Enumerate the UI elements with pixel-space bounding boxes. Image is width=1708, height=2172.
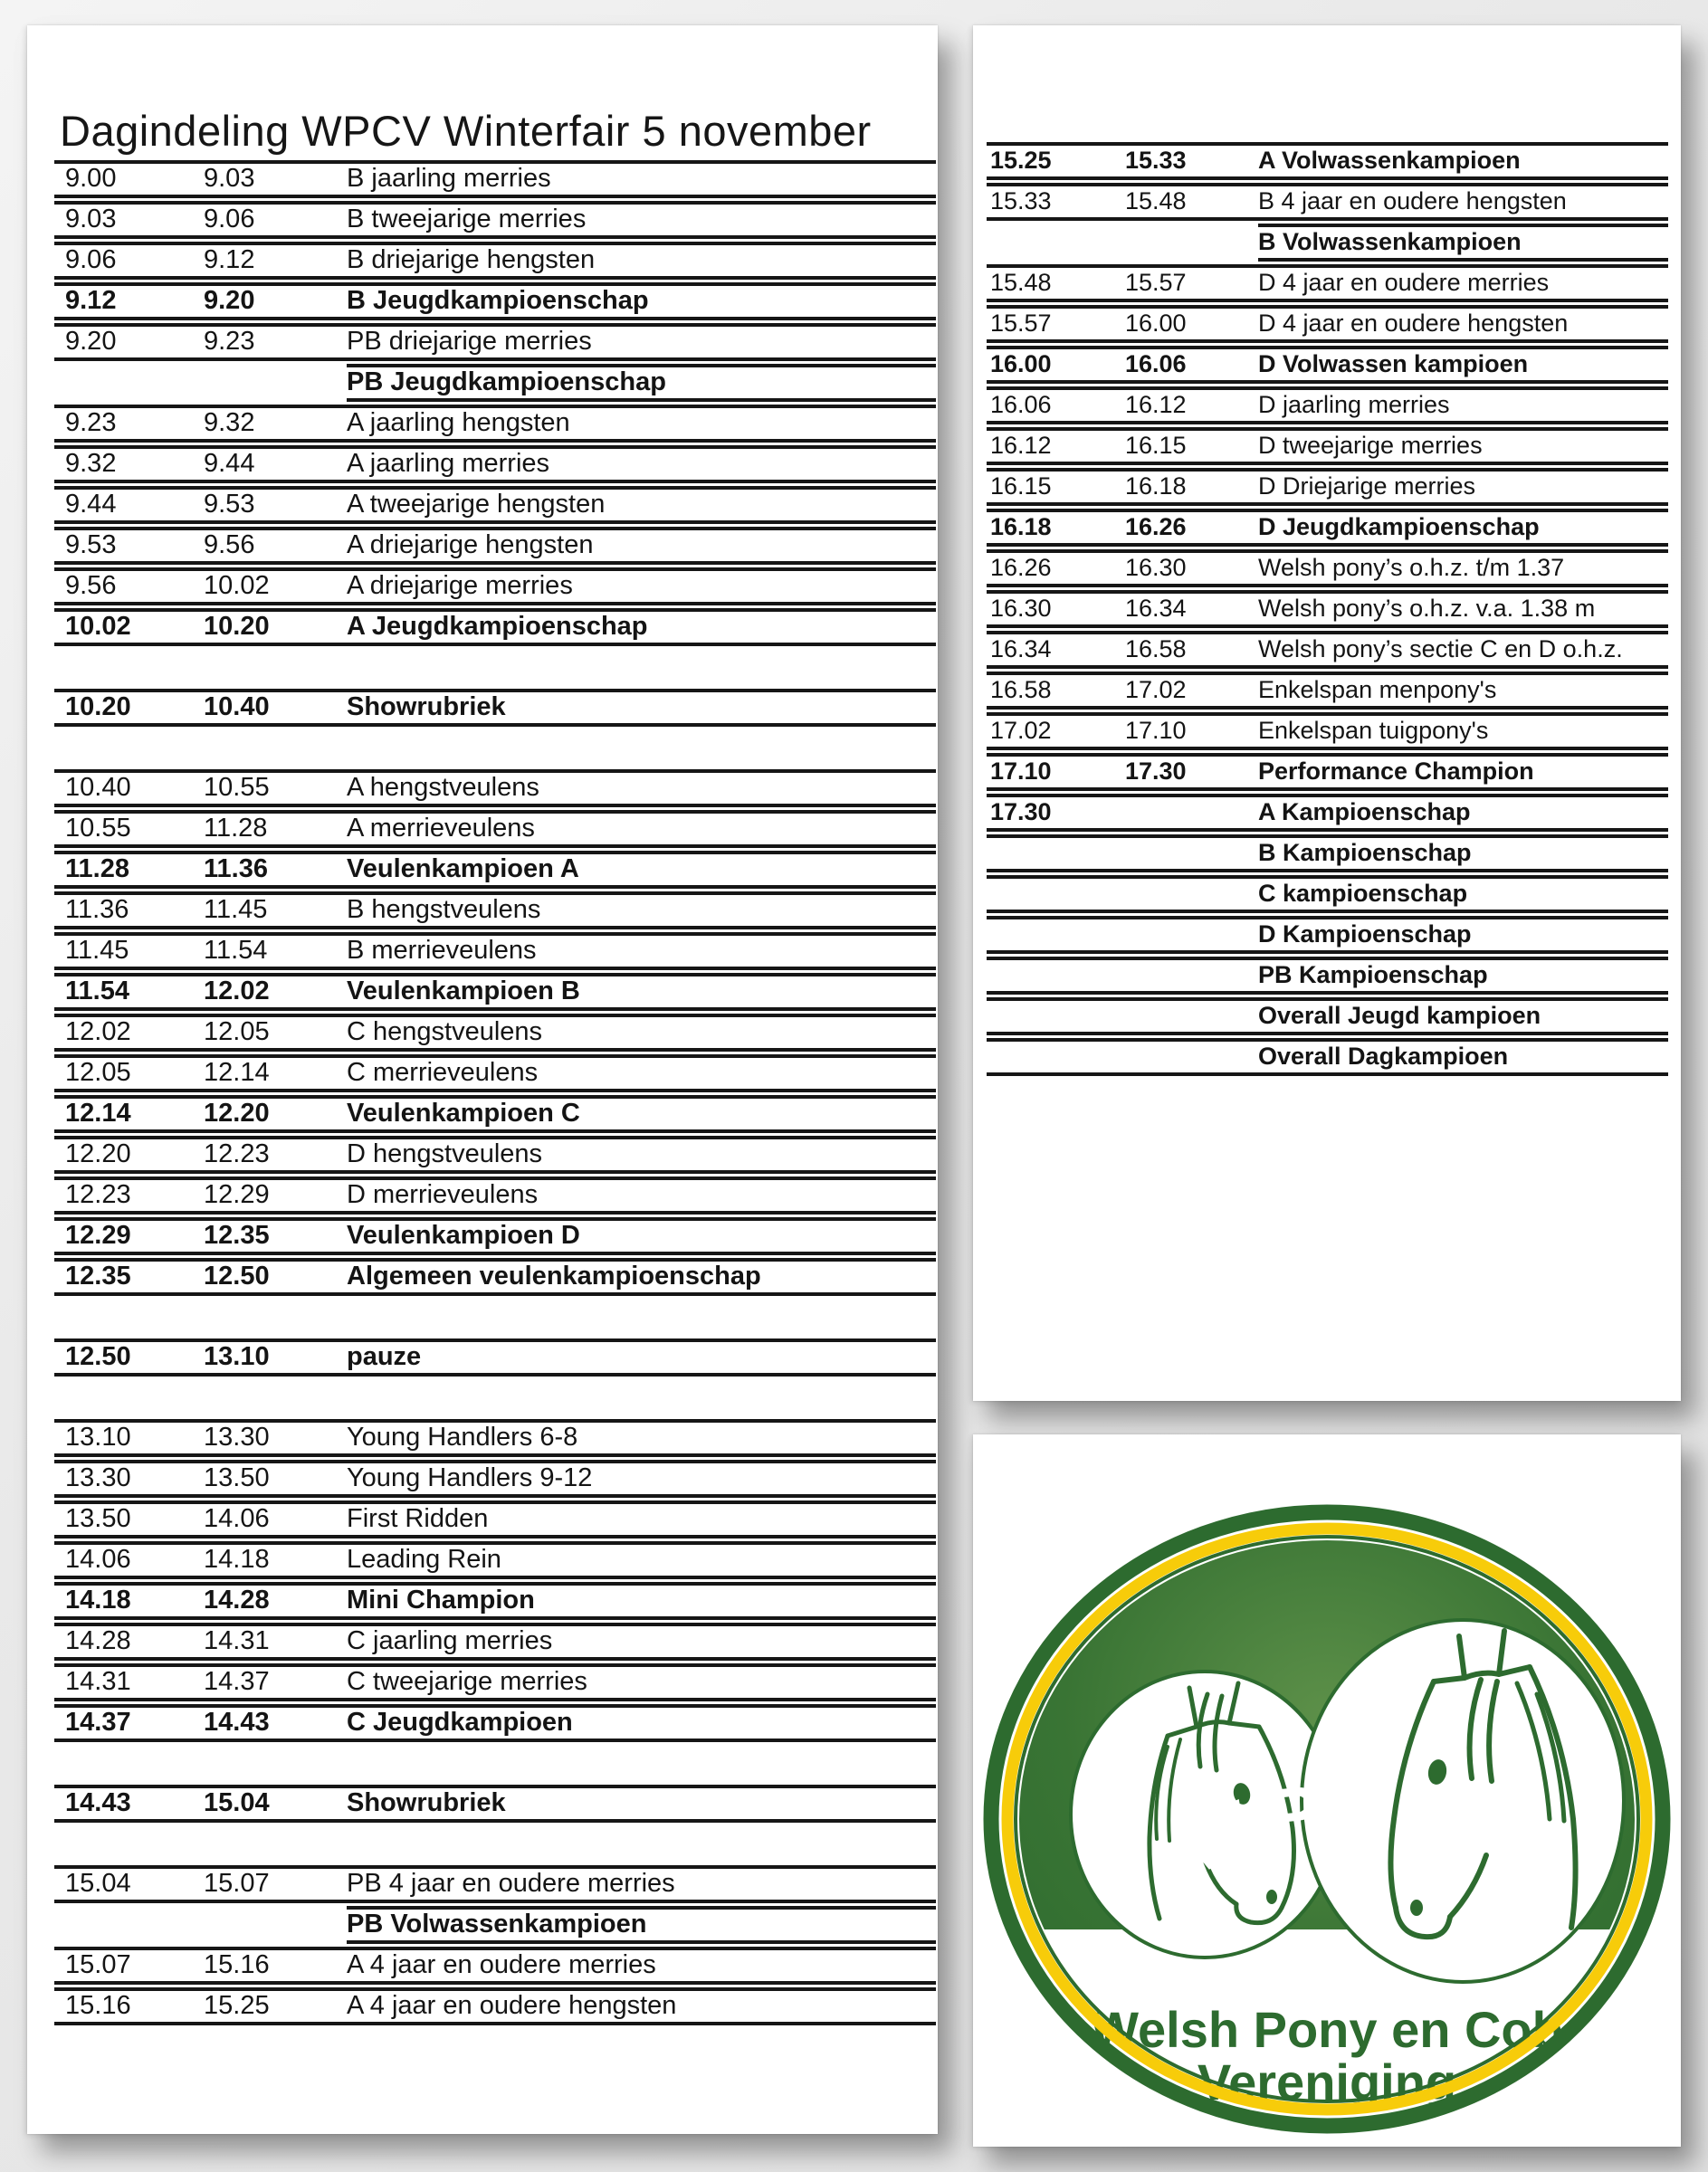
event-label: D 4 jaar en oudere hengsten	[1258, 305, 1668, 343]
time-start	[54, 1906, 204, 1944]
time-start: 13.30	[54, 1460, 204, 1498]
event-label: Overall Dagkampioen	[1258, 1038, 1668, 1076]
right-page	[973, 25, 1681, 1401]
time-start: 14.31	[54, 1663, 204, 1701]
table-row	[987, 672, 1668, 710]
time-start: 9.20	[54, 323, 204, 361]
time-start: 11.36	[54, 891, 204, 929]
time-start: 15.33	[987, 183, 1122, 221]
time-end: 10.20	[204, 608, 347, 646]
time-start: 14.28	[54, 1623, 204, 1661]
wpcv-club-logo	[974, 1502, 1680, 2136]
event-label: A jaarling merries	[347, 445, 936, 483]
event-label: B driejarige hengsten	[347, 242, 936, 280]
table-row	[54, 932, 936, 970]
table-row	[54, 810, 936, 848]
time-end: 12.35	[204, 1217, 347, 1255]
time-end: 15.25	[204, 1987, 347, 2025]
event-label: Enkelspan menpony's	[1258, 672, 1668, 710]
time-end: 9.56	[204, 527, 347, 565]
time-start: 10.55	[54, 810, 204, 848]
table-row	[54, 1258, 936, 1296]
time-start: 15.04	[54, 1865, 204, 1903]
event-label: B tweejarige merries	[347, 201, 936, 239]
time-start: 12.23	[54, 1176, 204, 1215]
table-row	[54, 486, 936, 524]
event-label: D Driejarige merries	[1258, 468, 1668, 506]
time-end: 14.37	[204, 1663, 347, 1701]
table-row	[54, 851, 936, 889]
time-end: 12.29	[204, 1176, 347, 1215]
table-section-gap	[54, 1825, 936, 1865]
table-row	[987, 468, 1668, 506]
event-label: D Jeugdkampioenschap	[1258, 509, 1668, 547]
logo-name-line2: Vereniging	[1197, 2053, 1457, 2110]
event-label: B merrieveulens	[347, 932, 936, 970]
event-label: D jaarling merries	[1258, 386, 1668, 424]
time-end: 9.44	[204, 445, 347, 483]
event-label: A 4 jaar en oudere merries	[347, 1947, 936, 1985]
event-label: A driejarige hengsten	[347, 527, 936, 565]
event-label: Performance Champion	[1258, 753, 1668, 791]
time-end	[1122, 997, 1258, 1035]
table-row	[54, 891, 936, 929]
table-row	[54, 1704, 936, 1742]
time-start: 12.05	[54, 1054, 204, 1092]
event-label: D Volwassen kampioen	[1258, 346, 1668, 384]
event-label: PB Jeugdkampioenschap	[347, 364, 936, 402]
time-end: 9.32	[204, 405, 347, 443]
table-row	[54, 1785, 936, 1823]
event-label: A 4 jaar en oudere hengsten	[347, 1987, 936, 2025]
event-label: Veulenkampioen A	[347, 851, 936, 889]
time-end	[1122, 794, 1258, 832]
time-start: 16.34	[987, 631, 1122, 669]
event-label: PB Volwassenkampioen	[347, 1906, 936, 1944]
table-row	[54, 1176, 936, 1215]
event-label: D 4 jaar en oudere merries	[1258, 264, 1668, 302]
time-start: 14.18	[54, 1582, 204, 1620]
time-end: 9.20	[204, 282, 347, 320]
time-start: 15.48	[987, 264, 1122, 302]
time-start: 17.30	[987, 794, 1122, 832]
time-start: 16.18	[987, 509, 1122, 547]
time-end: 15.48	[1122, 183, 1258, 221]
table-row	[54, 405, 936, 443]
table-row	[54, 1947, 936, 1985]
time-start: 11.28	[54, 851, 204, 889]
time-start: 15.25	[987, 142, 1122, 180]
time-end: 10.40	[204, 689, 347, 727]
table-row	[987, 1038, 1668, 1076]
time-start: 12.50	[54, 1338, 204, 1377]
schedule-title: Dagindeling WPCV Winterfair 5 november	[60, 107, 872, 155]
event-label: Enkelspan tuigpony's	[1258, 712, 1668, 750]
table-row	[54, 769, 936, 807]
event-label: Young Handlers 6-8	[347, 1419, 936, 1457]
table-row	[54, 1865, 936, 1903]
time-end: 15.33	[1122, 142, 1258, 180]
time-end: 15.57	[1122, 264, 1258, 302]
time-end: 11.28	[204, 810, 347, 848]
time-end: 12.05	[204, 1014, 347, 1052]
event-label: A driejarige merries	[347, 567, 936, 605]
time-start	[987, 997, 1122, 1035]
time-start	[987, 875, 1122, 913]
time-start: 15.16	[54, 1987, 204, 2025]
table-row	[54, 527, 936, 565]
event-label: Overall Jeugd kampioen	[1258, 997, 1668, 1035]
table-section-gap	[54, 649, 936, 689]
time-start: 14.43	[54, 1785, 204, 1823]
time-end: 12.23	[204, 1136, 347, 1174]
time-end: 13.50	[204, 1460, 347, 1498]
time-start: 17.10	[987, 753, 1122, 791]
time-start: 16.12	[987, 427, 1122, 465]
time-end: 15.16	[204, 1947, 347, 1985]
event-label: B 4 jaar en oudere hengsten	[1258, 183, 1668, 221]
event-label: Algemeen veulenkampioenschap	[347, 1258, 936, 1296]
table-row	[987, 997, 1668, 1035]
time-start	[987, 1038, 1122, 1076]
time-start: 10.40	[54, 769, 204, 807]
event-label: Mini Champion	[347, 1582, 936, 1620]
table-section-gap	[54, 1379, 936, 1419]
time-end	[204, 364, 347, 402]
time-start: 15.07	[54, 1947, 204, 1985]
time-end: 16.15	[1122, 427, 1258, 465]
time-start: 16.30	[987, 590, 1122, 628]
table-row	[54, 242, 936, 280]
event-label: First Ridden	[347, 1500, 936, 1538]
time-start: 9.53	[54, 527, 204, 565]
event-label: A hengstveulens	[347, 769, 936, 807]
table-row	[987, 834, 1668, 872]
time-end	[1122, 916, 1258, 954]
event-label: B Volwassenkampioen	[1258, 224, 1668, 262]
event-label: Welsh pony’s sectie C en D o.h.z.	[1258, 631, 1668, 669]
table-row	[54, 445, 936, 483]
time-end: 11.45	[204, 891, 347, 929]
time-end: 11.54	[204, 932, 347, 970]
table-row	[987, 875, 1668, 913]
table-row	[54, 1663, 936, 1701]
time-end: 14.28	[204, 1582, 347, 1620]
time-end: 16.34	[1122, 590, 1258, 628]
table-row	[54, 608, 936, 646]
table-row	[54, 689, 936, 727]
event-label: B hengstveulens	[347, 891, 936, 929]
time-end: 10.55	[204, 769, 347, 807]
time-end: 16.00	[1122, 305, 1258, 343]
time-end	[1122, 1038, 1258, 1076]
time-start: 9.32	[54, 445, 204, 483]
time-end: 12.14	[204, 1054, 347, 1092]
table-row	[54, 973, 936, 1011]
time-end	[1122, 875, 1258, 913]
time-start: 15.57	[987, 305, 1122, 343]
table-row	[987, 305, 1668, 343]
event-label: A merrieveulens	[347, 810, 936, 848]
event-label: Welsh pony’s o.h.z. v.a. 1.38 m	[1258, 590, 1668, 628]
time-end: 16.30	[1122, 549, 1258, 587]
time-start	[987, 916, 1122, 954]
time-start: 12.35	[54, 1258, 204, 1296]
time-end: 15.07	[204, 1865, 347, 1903]
event-label: C merrieveulens	[347, 1054, 936, 1092]
time-end: 9.03	[204, 160, 347, 198]
table-row	[54, 1338, 936, 1377]
time-end: 13.30	[204, 1419, 347, 1457]
event-label: D Kampioenschap	[1258, 916, 1668, 954]
time-end: 14.06	[204, 1500, 347, 1538]
time-end: 16.18	[1122, 468, 1258, 506]
time-end: 14.31	[204, 1623, 347, 1661]
event-label: Veulenkampioen D	[347, 1217, 936, 1255]
table-row	[987, 916, 1668, 954]
table-row	[54, 282, 936, 320]
table-row	[54, 323, 936, 361]
table-row	[54, 1095, 936, 1133]
table-row	[54, 1500, 936, 1538]
time-end: 16.26	[1122, 509, 1258, 547]
time-start	[987, 957, 1122, 995]
event-label: D hengstveulens	[347, 1136, 936, 1174]
table-row	[987, 957, 1668, 995]
table-row	[987, 346, 1668, 384]
table-row	[987, 712, 1668, 750]
time-start: 16.00	[987, 346, 1122, 384]
time-start: 14.37	[54, 1704, 204, 1742]
logo-page	[973, 1434, 1681, 2147]
event-label: A Jeugdkampioenschap	[347, 608, 936, 646]
time-end: 16.58	[1122, 631, 1258, 669]
logo-name-line1: Welsh Pony en Cob	[1091, 2001, 1563, 2058]
event-label: D tweejarige merries	[1258, 427, 1668, 465]
event-label: Showrubriek	[347, 689, 936, 727]
event-label: Leading Rein	[347, 1541, 936, 1579]
time-start: 9.00	[54, 160, 204, 198]
time-start: 9.12	[54, 282, 204, 320]
event-label: Veulenkampioen C	[347, 1095, 936, 1133]
table-row	[987, 794, 1668, 832]
table-row	[54, 1541, 936, 1579]
time-end: 17.10	[1122, 712, 1258, 750]
event-label: PB driejarige merries	[347, 323, 936, 361]
event-label: pauze	[347, 1338, 936, 1377]
event-label: A Volwassenkampioen	[1258, 142, 1668, 180]
event-label: Young Handlers 9-12	[347, 1460, 936, 1498]
table-row	[987, 590, 1668, 628]
event-label: A jaarling hengsten	[347, 405, 936, 443]
time-end: 12.02	[204, 973, 347, 1011]
table-row	[987, 386, 1668, 424]
time-start: 13.10	[54, 1419, 204, 1457]
time-end	[1122, 224, 1258, 262]
table-row	[987, 549, 1668, 587]
time-end: 9.12	[204, 242, 347, 280]
table-row	[54, 1460, 936, 1498]
time-start: 10.20	[54, 689, 204, 727]
time-end: 9.53	[204, 486, 347, 524]
table-row	[987, 631, 1668, 669]
time-end: 16.06	[1122, 346, 1258, 384]
event-label: PB 4 jaar en oudere merries	[347, 1865, 936, 1903]
time-start: 9.23	[54, 405, 204, 443]
time-end: 17.02	[1122, 672, 1258, 710]
time-end: 16.12	[1122, 386, 1258, 424]
table-row	[54, 201, 936, 239]
event-label: Veulenkampioen B	[347, 973, 936, 1011]
table-row	[54, 1623, 936, 1661]
table-row	[987, 224, 1668, 262]
time-end	[204, 1906, 347, 1944]
time-end: 15.04	[204, 1785, 347, 1823]
table-row	[54, 1136, 936, 1174]
table-row	[987, 264, 1668, 302]
time-start: 12.14	[54, 1095, 204, 1133]
logo-acronym: WPCV	[1169, 1768, 1487, 1891]
event-label: Welsh pony’s o.h.z. t/m 1.37	[1258, 549, 1668, 587]
event-label: B jaarling merries	[347, 160, 936, 198]
time-start: 16.26	[987, 549, 1122, 587]
time-end: 11.36	[204, 851, 347, 889]
time-start: 12.02	[54, 1014, 204, 1052]
left-schedule-table	[54, 160, 936, 2028]
time-start: 9.56	[54, 567, 204, 605]
time-end: 12.20	[204, 1095, 347, 1133]
event-label: Showrubriek	[347, 1785, 936, 1823]
time-start: 9.03	[54, 201, 204, 239]
time-end: 13.10	[204, 1338, 347, 1377]
time-end: 17.30	[1122, 753, 1258, 791]
table-row	[54, 1014, 936, 1052]
time-end: 10.02	[204, 567, 347, 605]
time-end: 9.06	[204, 201, 347, 239]
table-row	[54, 160, 936, 198]
time-start: 16.15	[987, 468, 1122, 506]
table-section-gap	[54, 729, 936, 769]
table-row	[987, 427, 1668, 465]
event-label: C jaarling merries	[347, 1623, 936, 1661]
time-end: 12.50	[204, 1258, 347, 1296]
table-section-gap	[54, 1745, 936, 1785]
time-start: 11.54	[54, 973, 204, 1011]
event-label: C hengstveulens	[347, 1014, 936, 1052]
time-start: 17.02	[987, 712, 1122, 750]
time-start: 14.06	[54, 1541, 204, 1579]
table-section-gap	[54, 1299, 936, 1338]
time-start: 13.50	[54, 1500, 204, 1538]
event-label: C tweejarige merries	[347, 1663, 936, 1701]
event-label: B Kampioenschap	[1258, 834, 1668, 872]
table-row	[54, 1582, 936, 1620]
time-end	[1122, 957, 1258, 995]
left-page	[27, 25, 938, 2134]
table-row	[54, 1419, 936, 1457]
time-start	[987, 834, 1122, 872]
time-start: 12.29	[54, 1217, 204, 1255]
time-end: 14.18	[204, 1541, 347, 1579]
table-row	[54, 1987, 936, 2025]
event-label: A tweejarige hengsten	[347, 486, 936, 524]
time-end: 14.43	[204, 1704, 347, 1742]
table-row	[54, 1906, 936, 1944]
time-start	[987, 224, 1122, 262]
event-label: PB Kampioenschap	[1258, 957, 1668, 995]
event-label: B Jeugdkampioenschap	[347, 282, 936, 320]
time-start: 11.45	[54, 932, 204, 970]
time-start: 9.06	[54, 242, 204, 280]
table-row	[54, 1217, 936, 1255]
table-row	[987, 142, 1668, 180]
time-start	[54, 364, 204, 402]
time-start: 16.58	[987, 672, 1122, 710]
time-start: 12.20	[54, 1136, 204, 1174]
time-end: 9.23	[204, 323, 347, 361]
event-label: A Kampioenschap	[1258, 794, 1668, 832]
event-label: D merrieveulens	[347, 1176, 936, 1215]
time-start: 16.06	[987, 386, 1122, 424]
time-start: 10.02	[54, 608, 204, 646]
right-schedule-table	[987, 142, 1668, 1079]
event-label: C Jeugdkampioen	[347, 1704, 936, 1742]
event-label: C kampioenschap	[1258, 875, 1668, 913]
table-row	[54, 1054, 936, 1092]
table-row	[987, 183, 1668, 221]
time-start: 9.44	[54, 486, 204, 524]
time-end	[1122, 834, 1258, 872]
table-row	[54, 364, 936, 402]
table-row	[987, 753, 1668, 791]
table-row	[54, 567, 936, 605]
table-row	[987, 509, 1668, 547]
